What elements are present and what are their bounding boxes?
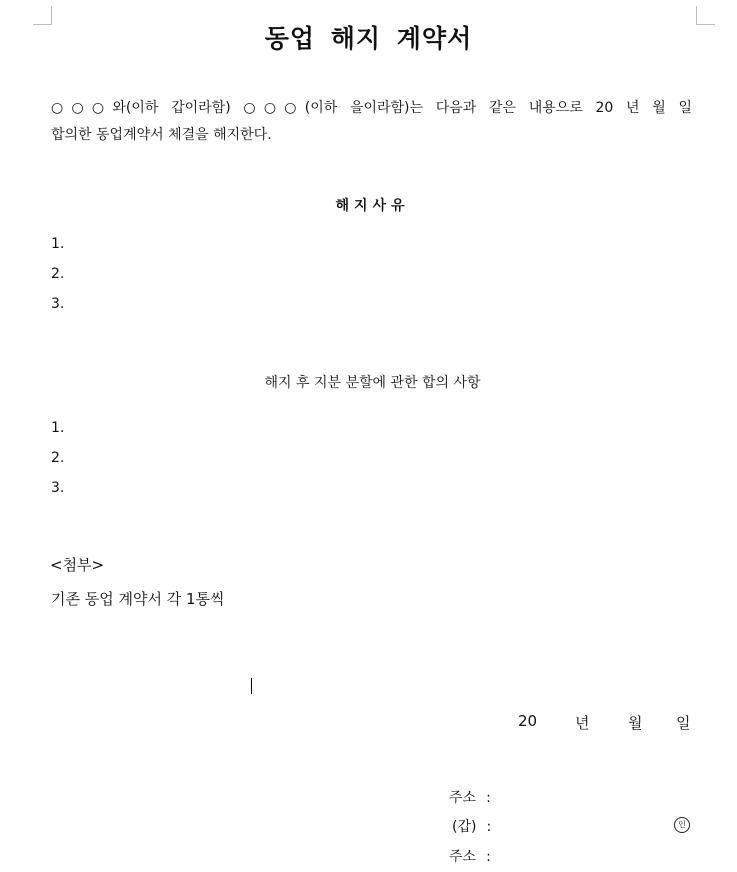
signature-colon: : [486, 790, 491, 806]
signature-colon: : [486, 819, 492, 835]
attachment-item: 기존 동업 계약서 각 1통씩 [51, 590, 225, 608]
list-item: 1. [51, 236, 65, 252]
signature-address-line [449, 787, 491, 807]
text-cursor[interactable] [251, 678, 252, 694]
signature-party-a-line [452, 816, 491, 836]
document-title: 동업 해지 계약서 [264, 24, 473, 53]
attachment-heading: <첨부> [50, 556, 105, 574]
date-year-label: 년 [575, 714, 590, 732]
signature-label: (갑) [452, 819, 477, 835]
share-division-list [51, 413, 64, 503]
share-division-heading: 해지 후 지분 분할에 관한 합의 사항 [264, 375, 481, 391]
date-month-label: 월 [628, 714, 643, 732]
list-item: 3. [51, 480, 65, 496]
signature-colon: : [486, 849, 491, 865]
intro-paragraph [51, 95, 692, 149]
list-item: 2. [51, 450, 65, 466]
intro-line-1: ○○○와(이하 갑이라함) ○○○(이하 을이라함)는 다음과 같은 내용으로 20 년 월 일 [51, 100, 692, 116]
signature-label: 주소 [449, 849, 477, 865]
date-day-label: 일 [676, 714, 691, 732]
intro-line-2: 합의한 동업계약서 체결을 해지한다. [51, 127, 272, 143]
date-year-prefix: 20 [518, 712, 538, 730]
termination-reason-list [51, 229, 64, 319]
termination-reason-heading: 해지사유 [335, 198, 410, 214]
list-item: 3. [51, 296, 65, 312]
signature-address-line [449, 846, 491, 866]
signature-label: 주소 [449, 790, 477, 806]
list-item: 2. [51, 266, 65, 282]
seal-icon: 인 [674, 817, 690, 833]
list-item: 1. [51, 420, 65, 436]
